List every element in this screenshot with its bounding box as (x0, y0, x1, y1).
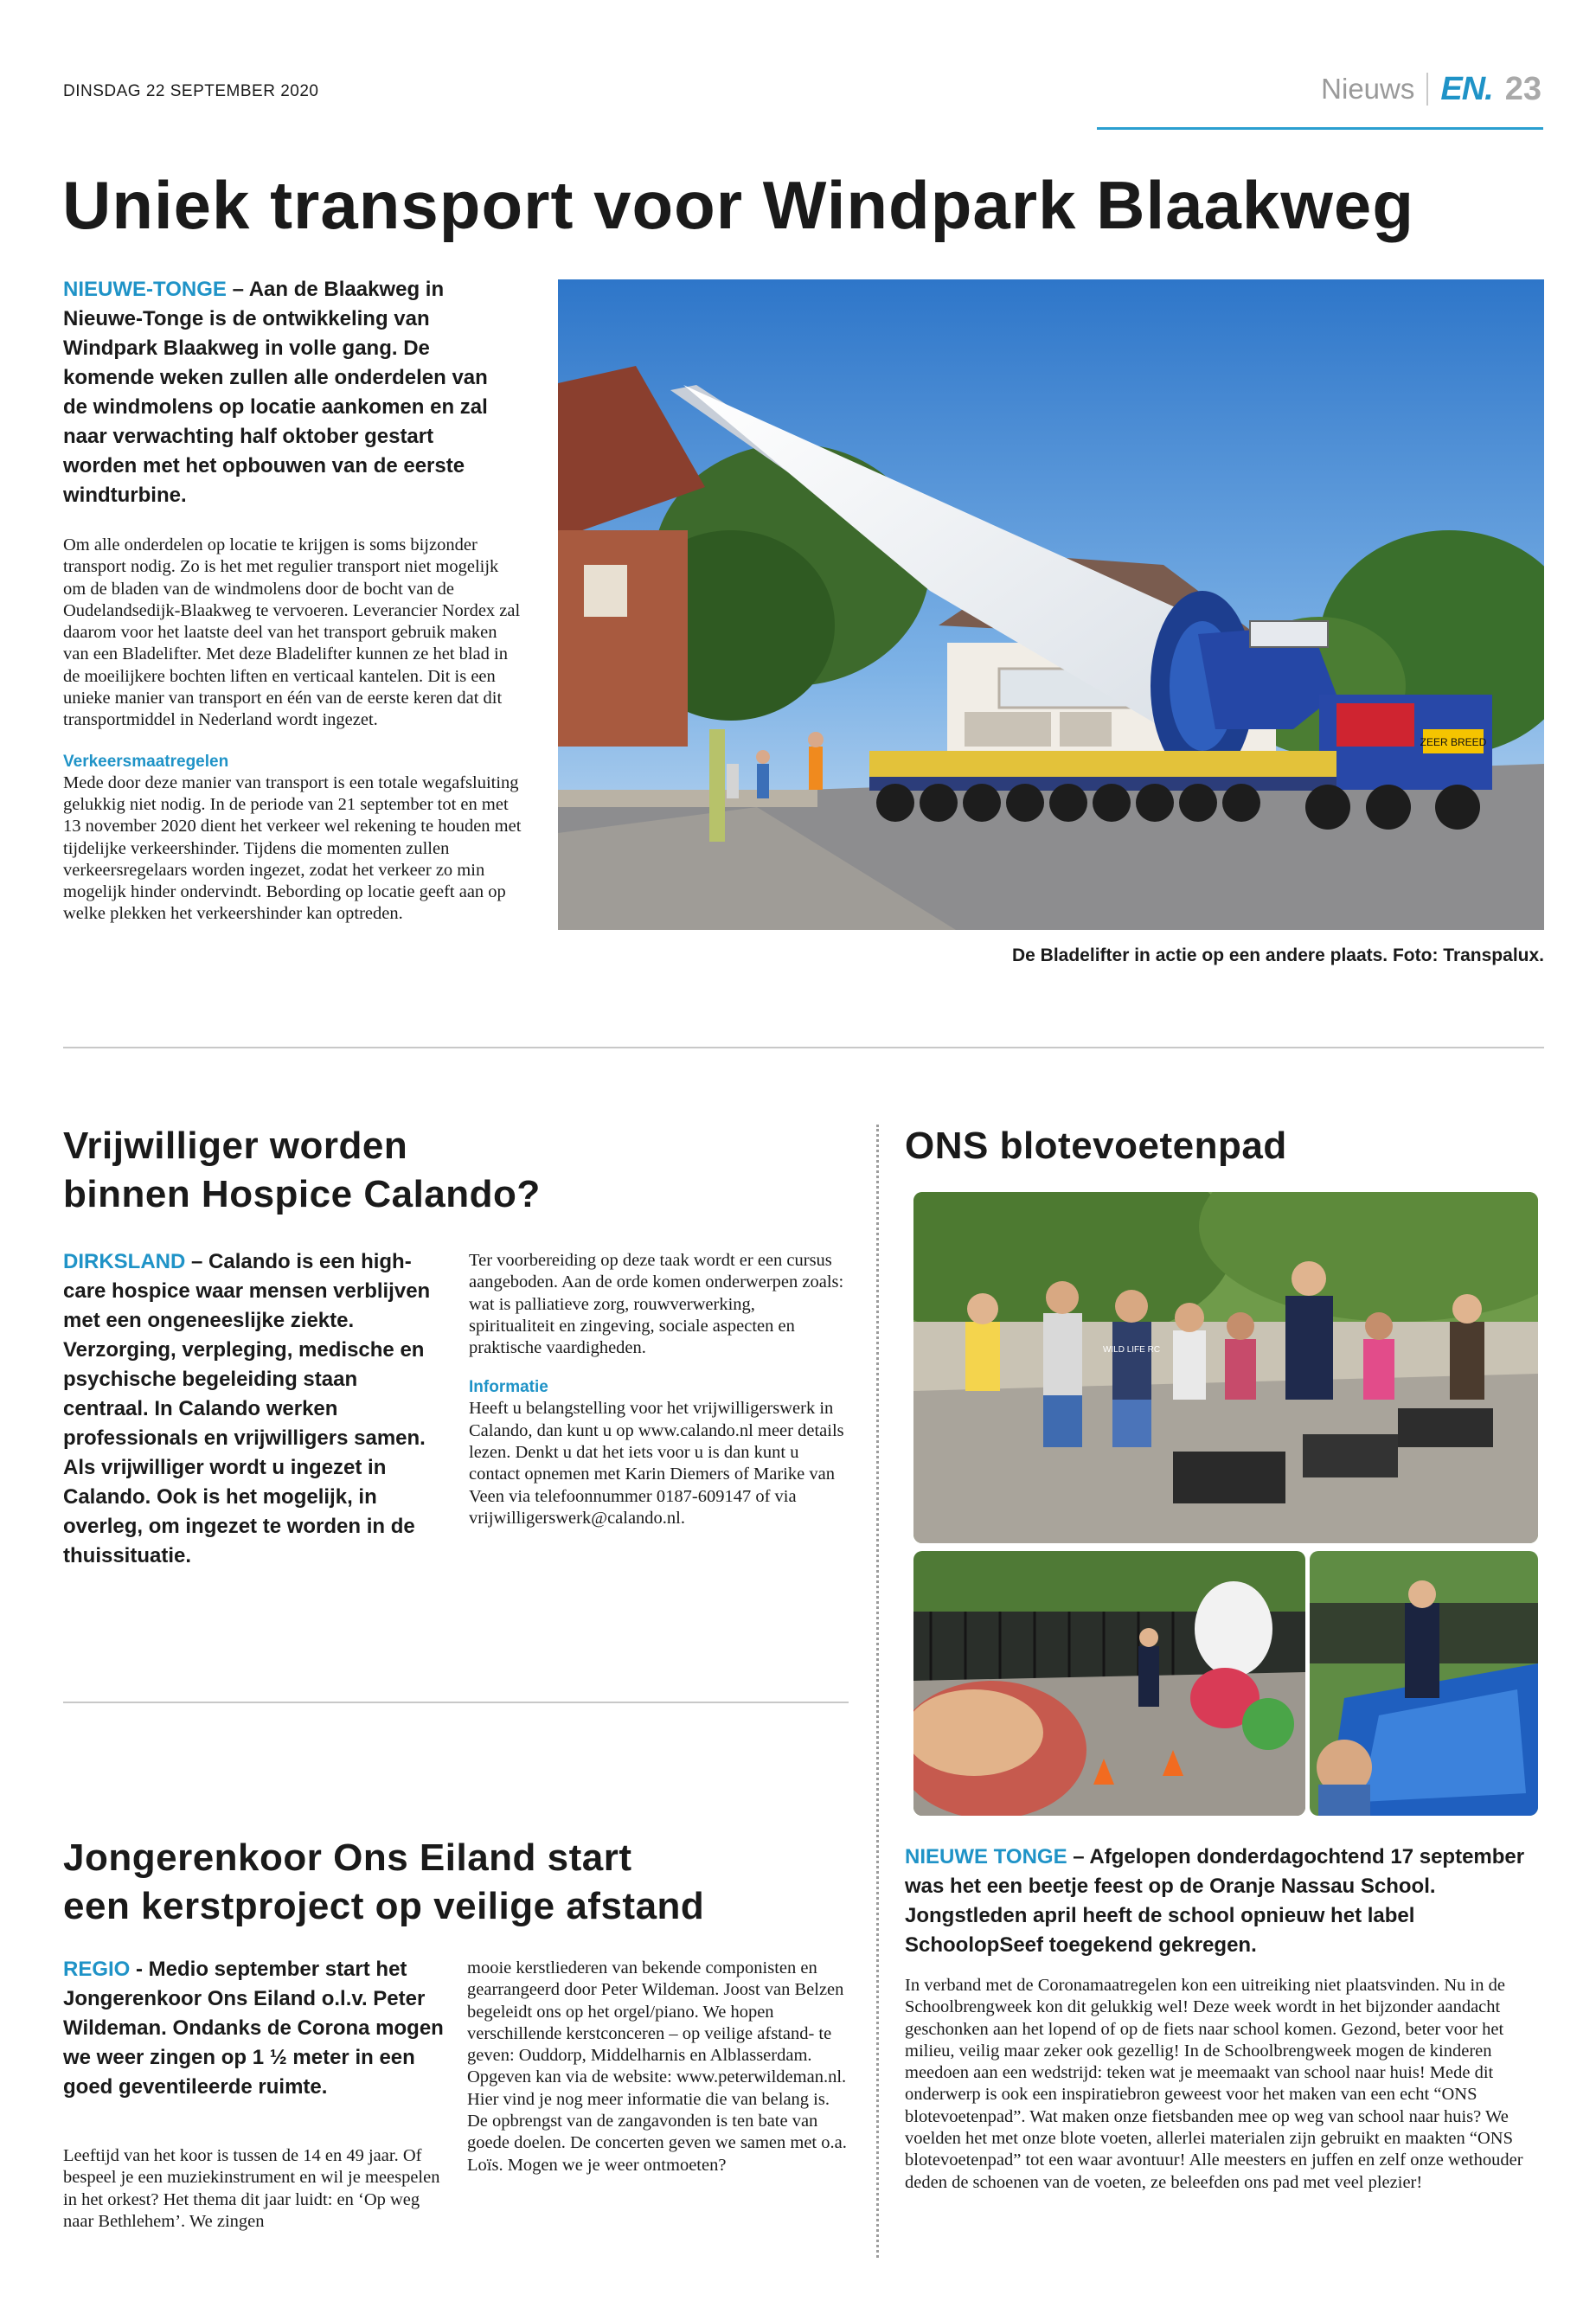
article-2-title-line-1: Vrijwilliger worden (63, 1125, 408, 1167)
article-2-location: DIRKSLAND (63, 1250, 186, 1273)
blotevoetenpad-photo-tarp (1310, 1551, 1538, 1816)
page-number: 23 (1504, 70, 1542, 107)
header-divider (1426, 73, 1428, 106)
article-4-title-line-2: een kerstproject op veilige afstand (63, 1885, 705, 1927)
article-3-lead (905, 1843, 1541, 1960)
article-1-lead (63, 275, 513, 510)
header-accent-line (1097, 127, 1543, 130)
article-2-title-line-2: binnen Hospice Calando? (63, 1173, 541, 1215)
article-2-body-paragraph: Ter voorbereiding op deze taak wordt er een cursus aangeboden. Aan de orde komen onderwerpen zoals: wat is palliatieve zorg, rouwverwerking, spiritualiteit en zingeving, sociale aspecten en praktische vaardigheden. (469, 1251, 844, 1358)
article-2-body (469, 1250, 845, 1529)
newspaper-logo: EN. (1440, 70, 1493, 107)
article-2-lead (63, 1247, 444, 1571)
section-divider-1 (63, 1047, 1544, 1048)
truck-warning-plate: ZEER BREED (1420, 736, 1487, 748)
article-2-title (63, 1122, 842, 1219)
blotevoetenpad-photo-main (913, 1192, 1538, 1543)
bladelifter-illustration (558, 279, 1544, 930)
article-1-location: NIEUWE-TONGE (63, 278, 227, 301)
section-label: Nieuws (1321, 73, 1415, 105)
article-4-location: REGIO (63, 1958, 131, 1981)
children-barefoot-path-illustration (913, 1192, 1538, 1543)
article-2-subheading: Informatie (469, 1378, 548, 1397)
article-1-subheading: Verkeersmaatregelen (63, 752, 229, 771)
article-4-title (63, 1834, 859, 1931)
article-1-body-paragraph: Om alle onderdelen op locatie te krijgen is soms bijzonder transport nodig. Zo is het met regulier transport niet mogelijk om de bladen van de windmolens door de bocht van de Oudelandsedijk-Blaakweg te vervoeren. Leverancier Nordex zal daarom voor het laatste deel van het transport gebruik maken van een Bladelifter. Met deze Bladelifter kunnen ze het blad in de moeilijkere bochten liften en verticaal kantelen. Dit is een unieke manier van transport en één van de eerste keren dat dit transportmiddel in Nederland wordt ingezet. (63, 535, 521, 730)
article-2-lead-text: – Calando is een high-care hospice waar mensen verblijven met een ongeneeslijke ziekte. Verzorging, verpleging, medische en psychische begeleiding staan centraal. In Calando werken professionals en vrijwilligers samen. Als vrijwilliger wordt u ingezet in Calando. Ook is het mogelijk, in overleg, om ingezet te worden in de thuissituatie. (63, 1250, 431, 1567)
tshirt-print: WILD LIFE RC (1102, 1345, 1161, 1355)
article-3-body: In verband met de Coronamaatregelen kon een uitreiking niet plaatsvinden. Nu in de Schoolbrengweek kon dit gelukkig wel! Deze week wordt in het bijzonder aandacht geschonken aan het lopend of op de fiets naar school komen. Gezond, beter voor het milieu, veilig maar zeker ook gezellig! In de Schoolbrengweek mogen de kinderen meedoen aan een wedstrijd: teken wat je meemaakt van school naar huis! Mede dit onderwerp is ook een inspiratiebron geweest voor het maken van een echt “ONS blotevoetenpad”. Wat maken onze fietsbanden mee op weg van school naar huis? We voelden het met onze blote voeten, allerlei materialen zijn gebruikt en maakten “ONS blotevoetenpad” tot een waar avontuur! Alle meesters en juffen en zelf onze wethouder deden de schoenen van de voeten, ze beleefden ons pad met veel plezier! (905, 1976, 1523, 2192)
article-1-body-paragraph-2: Mede door deze manier van transport is een totale wegafsluiting gelukkig niet nodig. In de periode van 21 september tot en met 13 november 2020 dient het verkeer wel rekening te houden met tijdelijke verkeershinder. Tijdens die momenten zullen verkeersregelaars worden ingezet, zodat het verkeer zo min mogelijk hinder ondervindt. Bebording op locatie geeft aan op welke plekken het verkeershinder kan optreden. (63, 772, 522, 924)
article-3-lead-text: – Afgelopen donderdagochtend 17 september was het een beetje feest op de Oranje Nassau School. Jongstleden april heeft de school opnieuw het label SchoolopSeef toegekend gekregen. (905, 1845, 1525, 1957)
issue-date: DINSDAG 22 SEPTEMBER 2020 (63, 82, 319, 100)
article-4-body: Leeftijd van het koor is tussen de 14 en 49 jaar. Of bespeel je een muziekinstrument en wil je meespelen in het orkest? Het thema dit jaar luidt: en ‘Op weg naar Bethlehem’. We zingen (63, 2146, 440, 2231)
article-4-lead-text: - Medio september start het Jongerenkoor Ons Eiland o.l.v. Peter Wildeman. Ondanks de Corona mogen we weer zingen op 1 ½ meter in een goed geventileerde ruimte. (63, 1958, 444, 2099)
bladelifter-photo (558, 279, 1544, 930)
article-4-lead (63, 1955, 444, 2102)
article-4-body-col2: mooie kerstliederen van bekende componisten en gearrangeerd door Peter Wildeman. Joost van Belzen begeleidt ons op het orgel/piano. We hopen verschillende kerstconceren – op veilige afstand- te geven: Ouddorp, Middelharnis en Alblasserdam. Opgeven kan via de website: www.peterwildeman.nl. Hier vind je nog meer informatie die van belang is. De opbrengst van de zangavonden is ten bate van goede doelen. De concerten geven we samen met o.a. Loïs. Mogen we je weer ontmoeten? (467, 1958, 847, 2175)
blue-tarp-illustration (1310, 1551, 1538, 1816)
section-divider-2 (63, 1702, 849, 1703)
blotevoetenpad-photo-crowd (913, 1551, 1305, 1816)
column-divider (876, 1125, 879, 2258)
article-3-location: NIEUWE TONGE (905, 1845, 1067, 1868)
article-1-photo-caption: De Bladelifter in actie op een andere plaats. Foto: Transpalux. (1012, 945, 1544, 965)
article-3-title: ONS blotevoetenpad (905, 1125, 1287, 1167)
schoolyard-crowd-illustration (913, 1551, 1305, 1816)
page-header (1321, 67, 1542, 111)
article-1-title: Uniek transport voor Windpark Blaakweg (62, 167, 1414, 243)
article-1-lead-text: – Aan de Blaakweg in Nieuwe-Tonge is de ontwikkeling van Windpark Blaakweg in volle gang. De komende weken zullen alle onderdelen van de windmolens op locatie aankomen en zal naar verwachting half oktober gestart worden met het opbouwen van de eerste windturbine. (63, 278, 488, 507)
article-1-body (63, 535, 522, 926)
article-4-title-line-1: Jongerenkoor Ons Eiland start (63, 1836, 632, 1879)
article-2-body-paragraph-2: Heeft u belangstelling voor het vrijwilligerswerk in Calando, dan kunt u op www.calando.nl meer details lezen. Denkt u dat het iets voor u is dan kunt u contact opnemen met Karin Diemers of Marike van Veen via telefoonnummer 0187-609147 of via vrijwilligerswerk@calando.nl. (469, 1399, 844, 1528)
